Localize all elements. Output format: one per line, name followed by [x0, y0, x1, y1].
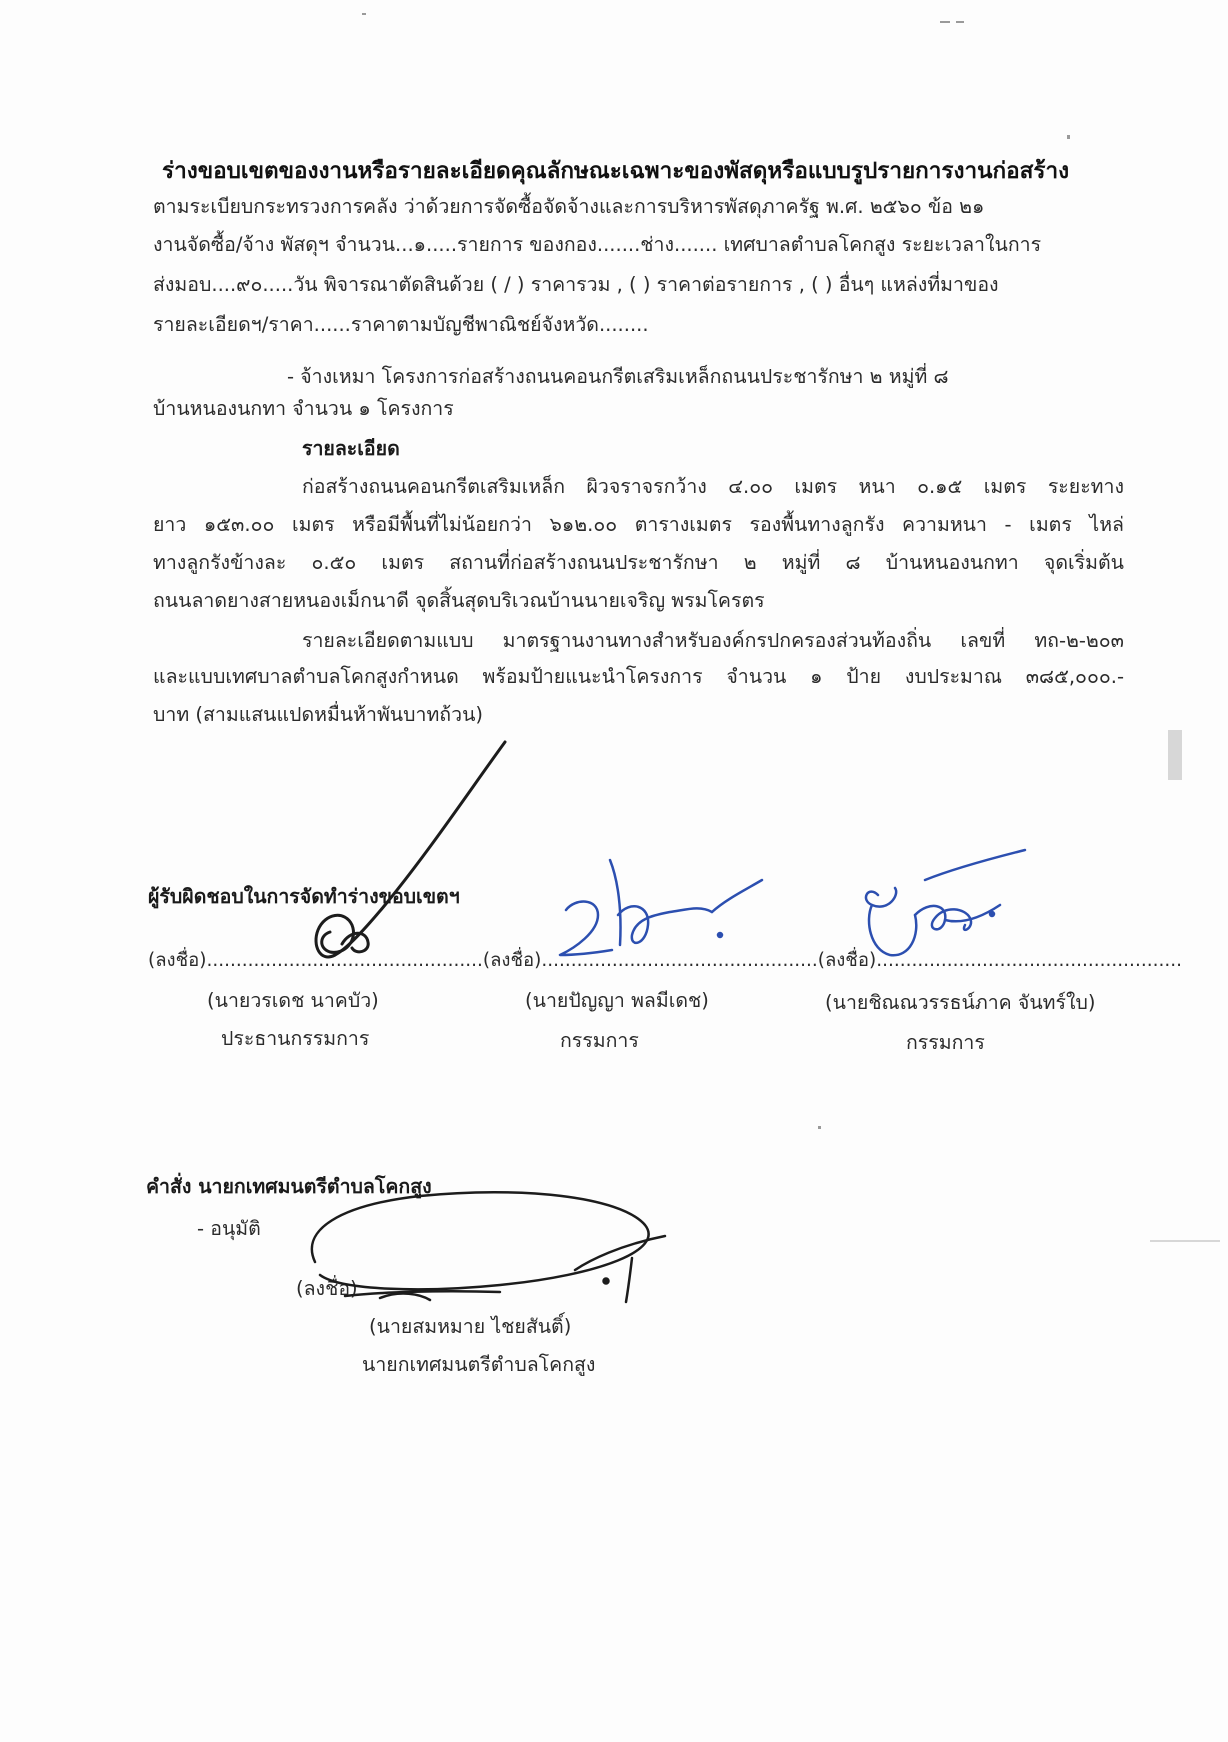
mayor-signature — [312, 1192, 665, 1302]
approval-text: - อนุมัติ — [197, 1217, 261, 1240]
detail-line: ทางลูกรังข้างละ ๐.๕๐ เมตร สถานที่ก่อสร้างถนนประชารักษา ๒ หมู่ที่ ๘ บ้านหนองนกทา จุดเริ่มต้น — [153, 551, 1124, 574]
scan-speck — [956, 21, 964, 23]
project-line: - จ้างเหมา โครงการก่อสร้างถนนคอนกรีตเสริมเหล็กถนนประชารักษา ๒ หมู่ที่ ๘ — [287, 365, 949, 388]
standard-line: และแบบเทศบาลตำบลโคกสูงกำหนด พร้อมป้ายแนะนำโครงการ จำนวน ๑ ป้าย งบประมาณ ๓๘๕,๐๐๐.- — [153, 665, 1124, 688]
standard-line: รายละเอียดตามแบบ มาตรฐานงานทางสำหรับองค์กรปกครองส่วนท้องถิ่น เลขที่ ทถ-๒-๒๐๓ — [302, 629, 1124, 652]
detail-line: ยาว ๑๕๓.๐๐ เมตร หรือมีพื้นที่ไม่น้อยกว่า ๖๑๒.๐๐ ตารางเมตร รองพื้นทางลูกรัง ความหนา - เมตร ไหล่ — [153, 513, 1124, 536]
delivery-line: ส่งมอบ....๙๐.....วัน พิจารณาตัดสินด้วย ( / ) ราคารวม , ( ) ราคาต่อรายการ , ( ) อื่นๆ แหล่งที่มาของ — [153, 273, 999, 296]
member-name: (นายวรเดช นาคบัว) — [207, 989, 379, 1012]
scan-speck — [940, 21, 950, 23]
detail-line: ถนนลาดยางสายหนองเม็กนาดี จุดสิ้นสุดบริเวณบ้านนายเจริญ พรมโครตร — [153, 589, 765, 612]
member-role: กรรมการ — [560, 1029, 639, 1052]
detail-heading: รายละเอียด — [302, 437, 400, 460]
mayor-title: นายกเทศมนตรีตำบลโคกสูง — [362, 1353, 596, 1376]
committee-heading: ผู้รับผิดชอบในการจัดทำร่างขอบเขตฯ — [148, 885, 460, 908]
signature-line: (ลงชื่อ)...............................................(ลงชื่อ)...............................................(ลงชื่อ).................................................... — [148, 950, 1182, 971]
mayor-name: (นายสมหมาย ไชยสันติ์) — [369, 1315, 572, 1338]
scan-speck — [818, 1126, 821, 1129]
document-title: ร่างขอบเขตของงานหรือรายละเอียดคุณลักษณะเฉพาะของพัสดุหรือแบบรูปรายการงานก่อสร้าง — [162, 158, 1070, 184]
member-signature-2 — [866, 850, 1025, 955]
regulation-line: ตามระเบียบกระทรวงการคลัง ว่าด้วยการจัดซื้อจัดจ้างและการบริหารพัสดุภาครัฐ พ.ศ. ๒๕๖๐ ข้อ ๒๑ — [153, 195, 985, 218]
scan-mark — [1150, 1240, 1220, 1242]
scan-mark — [1168, 730, 1182, 780]
standard-line: บาท (สามแสนแปดหมื่นห้าพันบาทถ้วน) — [153, 703, 484, 726]
scan-speck — [362, 13, 366, 15]
detail-line: ก่อสร้างถนนคอนกรีตเสริมเหล็ก ผิวจราจรกว้าง ๔.๐๐ เมตร หนา ๐.๑๕ เมตร ระยะทาง — [302, 475, 1124, 498]
member-role: กรรมการ — [906, 1031, 985, 1054]
chairman-signature — [316, 742, 505, 957]
member-name: (นายชิณณวรรธน์ภาค จันทร์ใบ) — [825, 991, 1096, 1014]
order-heading: คำสั่ง นายกเทศมนตรีตำบลโคกสูง — [146, 1175, 432, 1198]
member-signature-1 — [560, 860, 762, 955]
member-name: (นายปัญญา พลมีเดช) — [525, 989, 709, 1012]
price-source-line: รายละเอียดฯ/ราคา......ราคาตามบัญชีพาณิชย์จังหวัด........ — [153, 313, 649, 336]
member-role: ประธานกรรมการ — [221, 1027, 370, 1050]
mayor-sign-label: (ลงชื่อ) — [296, 1277, 358, 1300]
project-line: บ้านหนองนกทา จำนวน ๑ โครงการ — [153, 397, 454, 420]
procurement-line: งานจัดซื้อ/จ้าง พัสดุฯ จำนวน...๑.....รายการ ของกอง.......ช่าง....... เทศบาลตำบลโคกสูง ระยะเวลาในการ — [153, 233, 1042, 256]
scan-speck — [1067, 135, 1070, 139]
